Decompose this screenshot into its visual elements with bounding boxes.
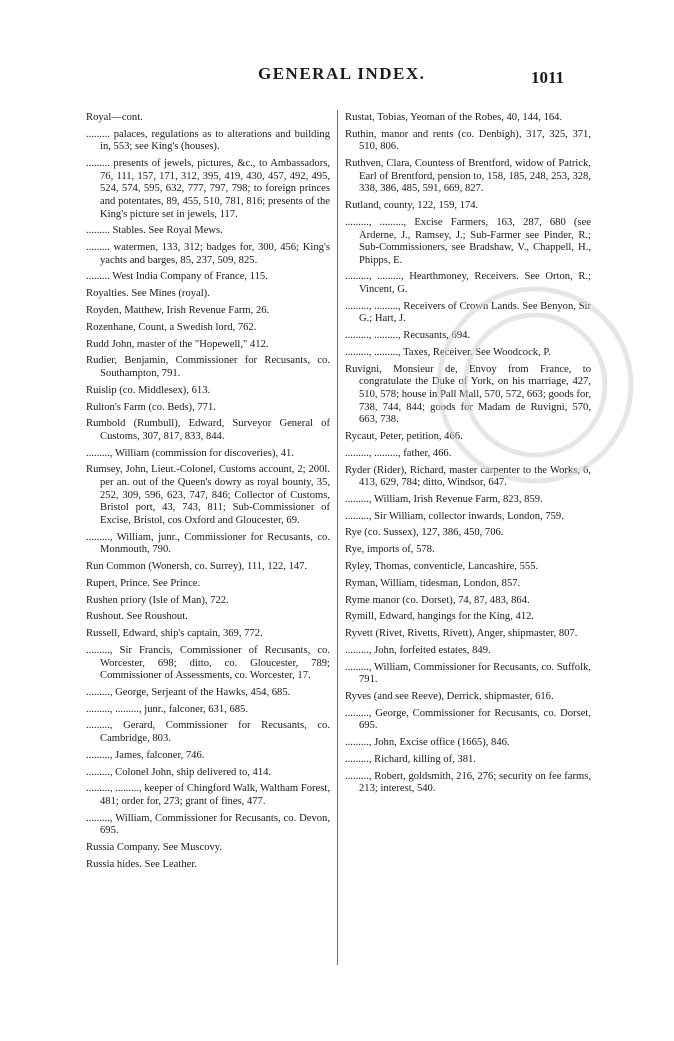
- index-entry: Russell, Edward, ship's captain, 369, 772.: [86, 628, 263, 640]
- index-entry: ......... West India Company of France, 115.: [86, 271, 268, 283]
- index-entry: Russia Company. See Muscovy.: [86, 842, 223, 854]
- index-entry: ........., ........., keeper of Chingford Walk, Waltham Forest, 481; order for, 273; grant of fines, 477.: [86, 783, 330, 807]
- index-entry: ......... presents of jewels, pictures, &c., to Ambassadors, 76, 111, 157, 171, 312, 395, 419, 430, 457, 492, 495, 524, 574, 595, 632, 777, 797, 798; to foreign princes and potentates, 89, 455, 510, 781, 816; presents of the King's picture set in jewels, 117.: [86, 158, 330, 220]
- index-entry: ........., ........., Taxes, Receiver. See Woodcock, P.: [345, 347, 551, 358]
- index-entry: Royden, Matthew, Irish Revenue Farm, 26.: [86, 305, 270, 317]
- index-entry: Run Common (Wonersh, co. Surrey), 111, 122, 147.: [86, 561, 308, 572]
- index-entry: ......... watermen, 133, 312; badges for, 300, 456; King's yachts and barges, 85, 237, 509, 825.: [86, 242, 330, 266]
- index-entry: ........., John, forfeited estates, 849.: [345, 644, 491, 656]
- index-entry: Rushout. See Roushout.: [86, 611, 188, 623]
- index-entry: ......... palaces, regulations as to alterations and building in, 553; see King's (houses).: [86, 128, 330, 153]
- index-entry: Ruthven, Clara, Countess of Brentford, widow of Patrick, Earl of Brentford, pension to, 158, 185, 248, 253, 328, 338, 386, 485, 591, 669, 827.: [345, 158, 591, 195]
- index-entry: ........., George, Serjeant of the Hawks, 454, 685.: [86, 686, 291, 698]
- index-entry: Rudier, Benjamin, Commissioner for Recusants, co. Southampton, 791.: [86, 355, 330, 379]
- index-entry: Ryme manor (co. Dorset), 74, 87, 483, 864.: [345, 594, 530, 606]
- index-entry: Ryley, Thomas, conventicle, Lancashire, 555.: [345, 561, 539, 572]
- index-entry: Ryder (Rider), Richard, master carpenter to the Works, 6, 413, 629, 784; ditto, Windsor, 647.: [345, 464, 591, 489]
- index-entry: ........., ........., junr., falconer, 631, 685.: [86, 703, 248, 715]
- page-header: [0, 64, 674, 94]
- index-column-right: [345, 112, 591, 800]
- index-entry: ........., ........., Receivers of Crown Lands. See Benyon, Sir G.; Hart, J.: [345, 300, 591, 325]
- index-entry: Rye (co. Sussex), 127, 386, 450, 706.: [345, 527, 504, 539]
- index-entry: ........., ........., father, 466.: [345, 447, 452, 459]
- index-entry: ........., George, Commissioner for Recusants, co. Dorset, 695.: [345, 707, 591, 732]
- index-entry: ........., William, Irish Revenue Farm, 823, 859.: [345, 493, 543, 505]
- index-entry: Rumsey, John, Lieut.-Colonel, Customs account, 2; 200l. per an. out of the Queen's dowry as royal bounty, 35, 252, 309, 596, 623, 747, 846; Collector of Customs, Bristol port, 43, 743, 811; Sub-Commissioner of Excise, Bristol, cos Oxford and Gloucester, 69.: [86, 464, 330, 526]
- index-entry: ......... Stables. See Royal Mews.: [86, 225, 223, 237]
- index-entry: Rudd John, master of the "Hopewell," 412.: [86, 338, 269, 350]
- index-entry: Ryvett (Rivet, Rivetts, Rivett), Anger, shipmaster, 807.: [345, 628, 578, 640]
- index-entry: ........., Sir William, collector inwards, London, 759.: [345, 510, 564, 522]
- index-entry: Rupert, Prince. See Prince.: [86, 577, 201, 589]
- page-number: 1011: [531, 68, 565, 87]
- index-entry: Ryves (and see Reeve), Derrick, shipmaster, 616.: [345, 691, 554, 703]
- index-entry: ........., ........., Recusants, 694.: [345, 330, 471, 342]
- index-entry: ........., Richard, killing of, 381.: [345, 754, 476, 765]
- index-entry: Rymill, Edward, hangings for the King, 412.: [345, 611, 535, 623]
- index-entry: ........., William, Commissioner for Recusants, co. Devon, 695.: [86, 812, 330, 837]
- index-entry: ........., ........., Hearthmoney, Receivers. See Orton, R.; Vincent, G.: [345, 271, 591, 296]
- index-entry: Ruthin, manor and rents (co. Denbigh), 317, 325, 371, 510, 806.: [345, 128, 591, 153]
- index-entry: Rutland, county, 122, 159, 174.: [345, 200, 479, 212]
- index-entry: ........., James, falconer, 746.: [86, 749, 205, 761]
- index-entry: ........., Robert, goldsmith, 216, 276; security on fee farms, 213; interest, 540.: [345, 770, 591, 795]
- index-entry: Rulton's Farm (co. Beds), 771.: [86, 401, 216, 413]
- index-entry: ........., ........., Excise Farmers, 163, 287, 680 (see Arderne, J., Ramsey, J.; Sub-Farmer see Pinder, R.; Sub-Commissioners, see Bradshaw, V., Chappell, H., Phipps, E.: [345, 216, 591, 266]
- index-entry: Ruislip (co. Middlesex), 613.: [86, 384, 211, 396]
- index-entry: ........., Sir Francis, Commissioner of Recusants, co. Worcester, 698; ditto, co. Gloucester, 789; Commissioner of Assessments, co. Worcester, 17.: [86, 644, 330, 682]
- index-entry: Rustat, Tobias, Yeoman of the Robes, 40, 144, 164.: [345, 112, 563, 123]
- index-entry: Rozenhane, Count, a Swedish lord, 762.: [86, 321, 257, 333]
- index-column-left: [86, 112, 330, 876]
- index-entry: ........., John, Excise office (1665), 846.: [345, 737, 510, 749]
- index-entry: ........., Gerard, Commissioner for Recusants, co. Cambridge, 803.: [86, 720, 330, 745]
- index-entry: Royalties. See Mines (royal).: [86, 288, 210, 300]
- index-entry: Rumbold (Rumbull), Edward, Surveyor General of Customs, 307, 817, 833, 844.: [86, 418, 330, 442]
- index-entry: Rycaut, Peter, petition, 466.: [345, 430, 463, 442]
- index-entry: ........., William, Commissioner for Recusants, co. Suffolk, 791.: [345, 661, 591, 686]
- index-entry: ........., William, junr., Commissioner for Recusants, co. Monmouth, 790.: [86, 531, 330, 556]
- index-entry: ........., Colonel John, ship delivered to, 414.: [86, 766, 272, 778]
- index-entry: Rye, imports of, 578.: [345, 544, 435, 556]
- page-title: GENERAL INDEX.: [258, 64, 426, 83]
- index-entry: Ruvigni, Monsieur de, Envoy from France, to congratulate the Duke of York, on his marriage, 427, 510, 578; house in Pall Mall, 570, 572, 663; goods for, 738, 744, 844; goods for Madam de Ruvigni, 570, 663, 738.: [345, 363, 591, 426]
- index-entry: Rushen priory (Isle of Man), 722.: [86, 594, 229, 606]
- column-divider: [337, 110, 338, 965]
- index-entry: ........., William (commission for discoveries), 41.: [86, 447, 294, 459]
- index-entry: Royal—cont.: [86, 112, 143, 123]
- index-entry: Ryman, William, tidesman, London, 857.: [345, 577, 521, 589]
- index-entry: Russia hides. See Leather.: [86, 858, 197, 870]
